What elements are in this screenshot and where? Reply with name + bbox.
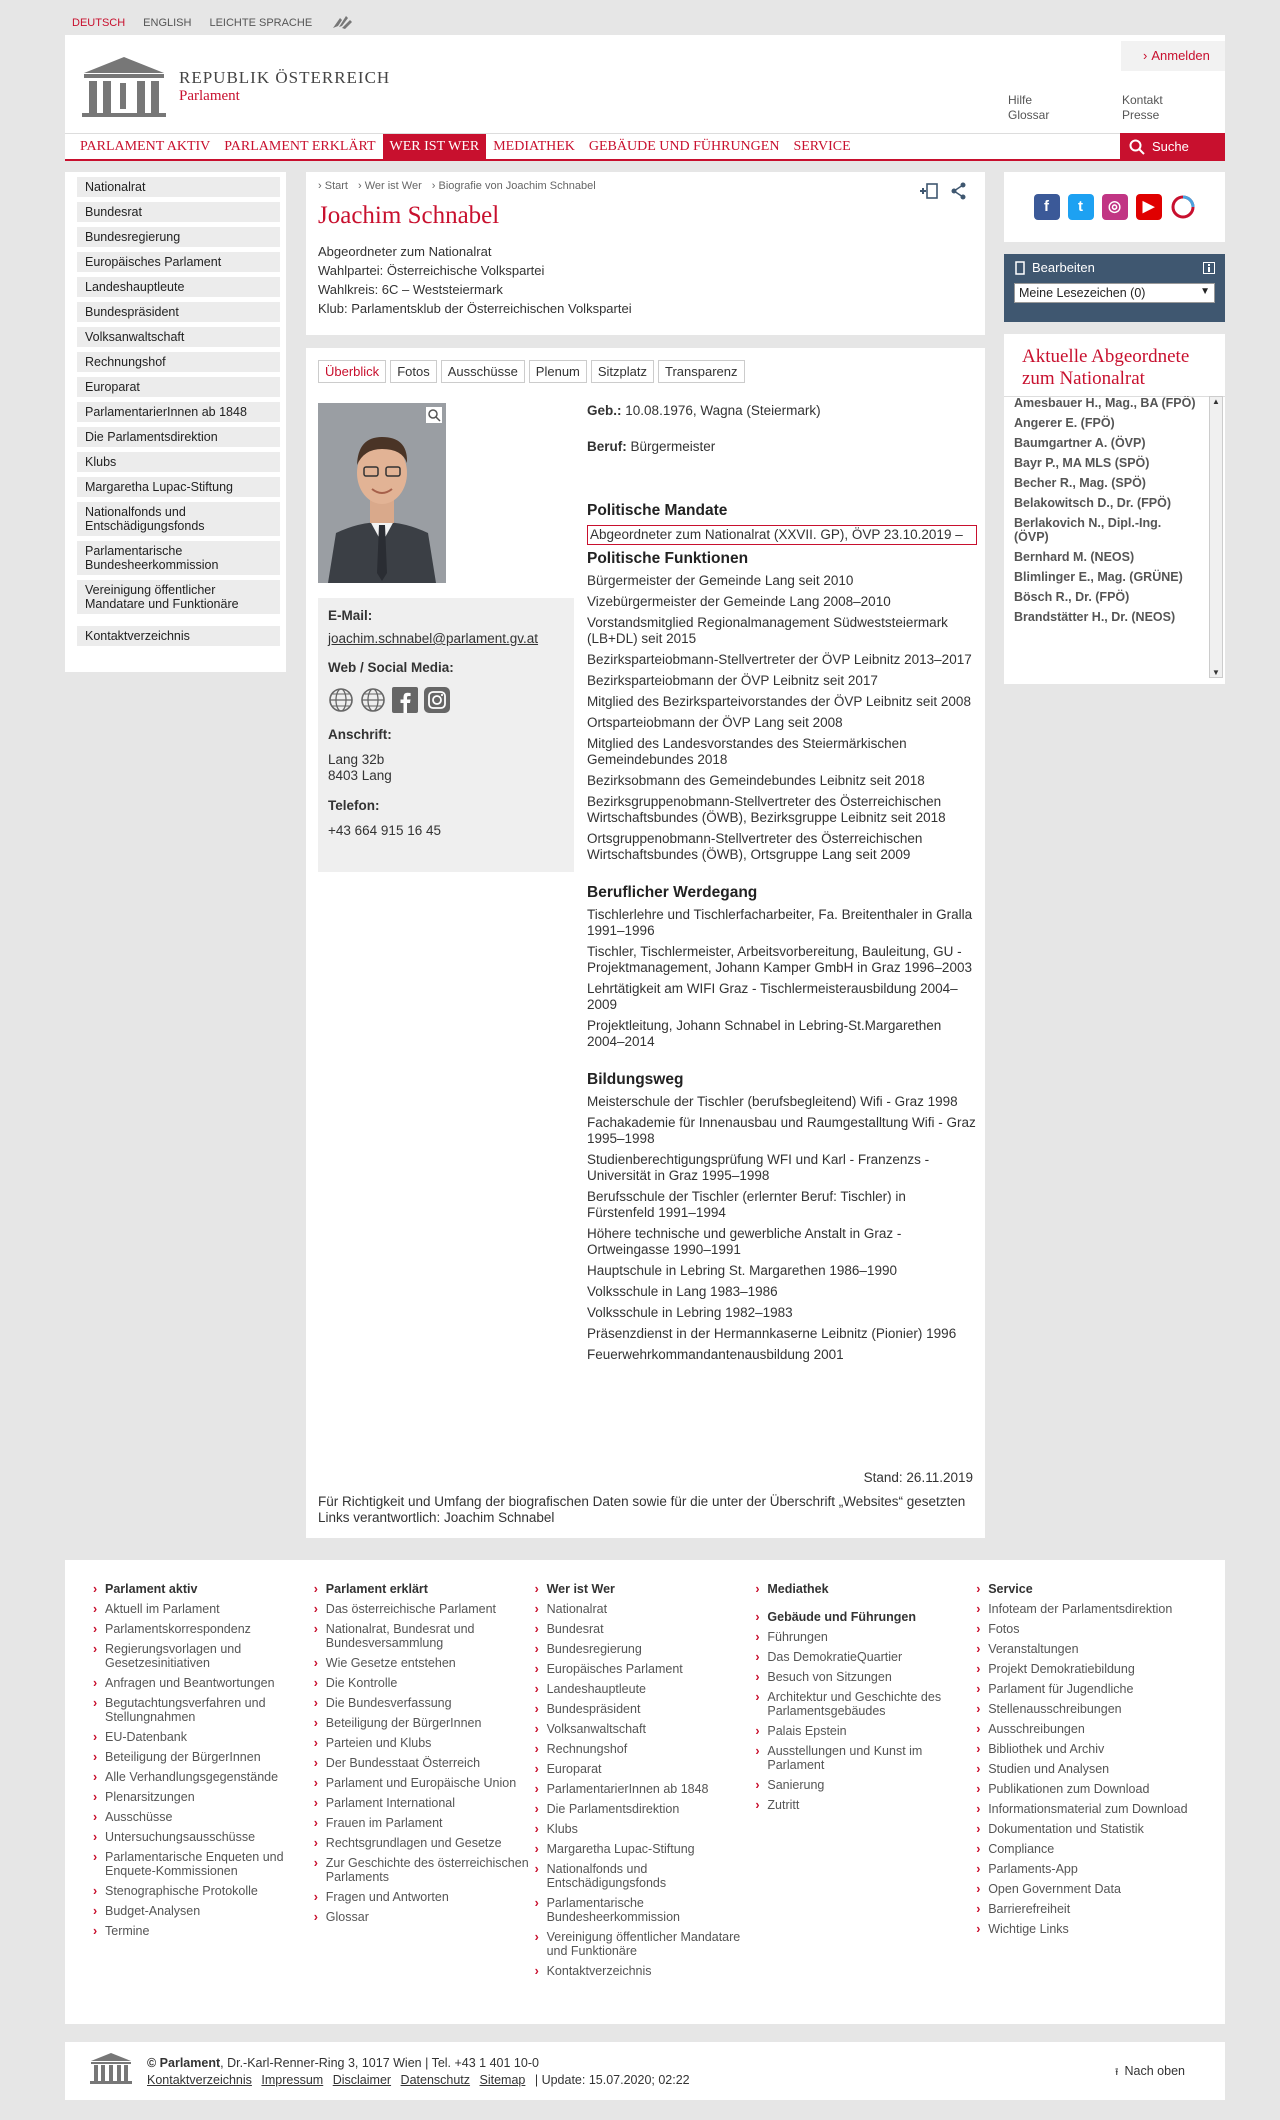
- bottom-bar: [65, 2042, 1225, 2100]
- footer-link[interactable]: › Parlamentarische Enqueten und Enquete-Kommissionen: [93, 1850, 314, 1878]
- section-title: Politische Funktionen: [587, 550, 749, 567]
- footer-link[interactable]: › Stellenausschreibungen: [976, 1702, 1197, 1716]
- member-link[interactable]: Bayr P., MA MLS (SPÖ): [1014, 456, 1150, 470]
- press-link[interactable]: Presse: [1122, 108, 1160, 122]
- tab-transparenz[interactable]: Transparenz: [658, 360, 745, 383]
- footer-link[interactable]: › Barrierefreiheit: [976, 1902, 1197, 1916]
- left-sidebar: [65, 172, 286, 672]
- person-party: Wahlpartei: Österreichische Volkspartei: [318, 263, 545, 278]
- footer-link[interactable]: › Alle Verhandlungsgegenstände: [93, 1770, 314, 1784]
- functions-list: [587, 573, 977, 863]
- footer-link[interactable]: › Nationalfonds und Entschädigungsfonds: [535, 1862, 756, 1890]
- footer-link-kontakt[interactable]: Kontaktverzeichnis: [147, 2073, 252, 2087]
- scroll-up-icon[interactable]: ▲: [1212, 397, 1220, 406]
- search-label: Suche: [1152, 139, 1189, 154]
- sidebar-item[interactable]: Rechnungshof: [77, 352, 280, 372]
- sidebar-item[interactable]: Bundesregierung: [77, 227, 280, 247]
- bookmarks-select[interactable]: [1014, 283, 1215, 303]
- footer-link[interactable]: › Begutachtungsverfahren und Stellungnahmen: [93, 1696, 314, 1724]
- footer-link[interactable]: › Veranstaltungen: [976, 1642, 1197, 1656]
- footer-link[interactable]: › Parlamentarische Bundesheerkommission: [535, 1896, 756, 1924]
- copyright: © Parlament: [147, 2056, 221, 2070]
- footer-link[interactable]: › Europäisches Parlament: [535, 1662, 756, 1676]
- lang-deutsch[interactable]: DEUTSCH: [72, 17, 126, 29]
- bookmark-icon: [1014, 261, 1026, 275]
- footer-link[interactable]: › Publikationen zum Download: [976, 1782, 1197, 1796]
- sidebar-item[interactable]: Nationalrat: [77, 177, 280, 197]
- footer-link[interactable]: › Studien und Analysen: [976, 1762, 1197, 1776]
- footer-link[interactable]: › Führungen: [755, 1630, 976, 1644]
- list-item: Ortsgruppenobmann-Stellvertreter des Österreichischen Wirtschaftsbundes (ÖWB), Ortsgruppe Lang seit 2009: [587, 831, 923, 862]
- back-to-top-link[interactable]: [1115, 2064, 1185, 2082]
- list-item: Mitglied des Bezirksparteivorstandes der ÖVP Leibnitz seit 2008: [587, 694, 971, 709]
- footer-link[interactable]: › Glossar: [314, 1910, 535, 1924]
- members-scrollbar[interactable]: [1209, 396, 1223, 678]
- birth-value: 10.08.1976, Wagna (Steiermark): [625, 403, 821, 418]
- zoom-icon[interactable]: [426, 407, 442, 423]
- member-link[interactable]: Brandstätter H., Dr. (NEOS): [1014, 610, 1176, 624]
- lang-leichte-sprache[interactable]: LEICHTE SPRACHE: [209, 17, 313, 29]
- site-header: [65, 35, 1225, 133]
- member-link[interactable]: Amesbauer H., Mag., BA (FPÖ): [1014, 396, 1196, 410]
- list-item: Bürgermeister der Gemeinde Lang seit 2010: [587, 573, 854, 588]
- members-title: Aktuelle Abgeordnete zum Nationalrat: [1004, 334, 1225, 397]
- list-item: Bezirksgruppenobmann-Stellvertreter des Österreichischen Wirtschaftsbundes (ÖWB), Bezirksgruppe Leibnitz seit 2018: [587, 794, 946, 825]
- footer-link[interactable]: › Parlament und Europäische Union: [314, 1776, 535, 1790]
- tab-ausschuesse[interactable]: Ausschüsse: [441, 360, 525, 383]
- member-link[interactable]: Belakowitsch D., Dr. (FPÖ): [1014, 496, 1171, 510]
- email-label: E-Mail:: [328, 608, 373, 623]
- sidebar-item[interactable]: Margaretha Lupac-Stiftung: [77, 477, 280, 497]
- disclaimer-text: Für Richtigkeit und Umfang der biografischen Daten sowie für die unter der Überschrift „Websites“ gesetzten Links verantwortlich: Joachim Schnabel: [318, 1494, 966, 1525]
- footer-link[interactable]: › Architektur und Geschichte des Parlamentsgebäudes: [755, 1690, 976, 1718]
- footer-link[interactable]: › Fragen und Antworten: [314, 1890, 535, 1904]
- footer-link[interactable]: › Das DemokratieQuartier: [755, 1650, 976, 1664]
- footer-link[interactable]: › Vereinigung öffentlicher Mandatare und Funktionäre: [535, 1930, 756, 1958]
- footer-link[interactable]: › Fotos: [976, 1622, 1197, 1636]
- footer-link[interactable]: › Dokumentation und Statistik: [976, 1822, 1197, 1836]
- sidebar-item[interactable]: Europarat: [77, 377, 280, 397]
- instagram-icon[interactable]: [424, 687, 450, 713]
- tab-fotos[interactable]: Fotos: [390, 360, 437, 383]
- education-list: [587, 1094, 977, 1363]
- search-button[interactable]: [1120, 133, 1225, 161]
- footer-column: [93, 1582, 314, 2002]
- login-button[interactable]: › Anmelden: [1121, 41, 1225, 71]
- member-link[interactable]: Becher R., Mag. (SPÖ): [1014, 476, 1146, 490]
- facebook-icon[interactable]: f: [1034, 194, 1060, 220]
- footer-link-disclaimer[interactable]: Disclaimer: [332, 2073, 392, 2087]
- footer-link[interactable]: › Volksanwaltschaft: [535, 1722, 756, 1736]
- sidebar-item[interactable]: Europäisches Parlament: [77, 252, 280, 272]
- list-item: Bezirksobmann des Gemeindebundes Leibnitz seit 2018: [587, 773, 925, 788]
- list-item: Lehrtätigkeit am WIFI Graz - Tischlermeisterausbildung 2004–2009: [587, 981, 958, 1012]
- footer-link[interactable]: › Informationsmaterial zum Download: [976, 1802, 1197, 1816]
- member-link[interactable]: Bösch R., Dr. (FPÖ): [1014, 590, 1130, 604]
- footer-link[interactable]: › ParlamentarierInnen ab 1848: [535, 1782, 756, 1796]
- footer-heading[interactable]: › Parlament aktiv: [93, 1582, 314, 1596]
- list-item: Volksschule in Lebring 1982–1983: [587, 1305, 793, 1320]
- footer-link[interactable]: › Plenarsitzungen: [93, 1790, 314, 1804]
- scroll-down-icon[interactable]: ▼: [1212, 668, 1220, 677]
- section-title: Bildungsweg: [587, 1071, 684, 1088]
- bearbeiten-panel: [1004, 254, 1225, 322]
- address-label: Anschrift:: [328, 727, 392, 742]
- sidebar-item[interactable]: Nationalfonds und Entschädigungsfonds: [77, 502, 280, 536]
- sidebar-item[interactable]: Bundesrat: [77, 202, 280, 222]
- footer-link[interactable]: › Besuch von Sitzungen: [755, 1670, 976, 1684]
- globe-icon[interactable]: [360, 687, 386, 713]
- login-label: Anmelden: [1151, 48, 1210, 63]
- sidebar-item[interactable]: Parlamentarische Bundesheerkommission: [77, 541, 280, 575]
- logo-title: REPUBLIK ÖSTERREICH: [179, 67, 391, 87]
- address-info: , Dr.-Karl-Renner-Ring 3, 1017 Wien | Tel. +43 1 401 10-0: [220, 2056, 539, 2070]
- sidebar-item[interactable]: Die Parlamentsdirektion: [77, 427, 280, 447]
- social-media-bar: [1004, 172, 1225, 242]
- page-title: Joachim Schnabel: [318, 202, 500, 229]
- list-item: Feuerwehrkommandantenausbildung 2001: [587, 1347, 844, 1362]
- sidebar-item[interactable]: Volksanwaltschaft: [77, 327, 280, 347]
- lang-english[interactable]: ENGLISH: [143, 17, 192, 29]
- footer-link[interactable]: › Landeshauptleute: [535, 1682, 756, 1696]
- member-link[interactable]: Berlakovich N., Dipl.-Ing. (ÖVP): [1014, 516, 1162, 544]
- page-tools: [919, 182, 967, 200]
- footer-link[interactable]: › Sanierung: [755, 1778, 976, 1792]
- member-link[interactable]: Baumgartner A. (ÖVP): [1014, 436, 1146, 450]
- member-link[interactable]: Angerer E. (FPÖ): [1014, 416, 1115, 430]
- footer-link[interactable]: › Rechnungshof: [535, 1742, 756, 1756]
- footer-link[interactable]: › Parlament für Jugendliche: [976, 1682, 1197, 1696]
- list-item: Ortsparteiobmann der ÖVP Lang seit 2008: [587, 715, 843, 730]
- footer-link[interactable]: › Rechtsgrundlagen und Gesetze: [314, 1836, 535, 1850]
- footer-link[interactable]: › Parlament International: [314, 1796, 535, 1810]
- footer-link[interactable]: › Wie Gesetze entstehen: [314, 1656, 535, 1670]
- nav-parlament-aktiv[interactable]: PARLAMENT AKTIV: [80, 138, 211, 154]
- footer-link[interactable]: › Ausschüsse: [93, 1810, 314, 1824]
- list-item: Volksschule in Lang 1983–1986: [587, 1284, 778, 1299]
- bookmarks-select-value: Meine Lesezeichen (0): [1019, 286, 1146, 300]
- footer-link[interactable]: › Zur Geschichte des österreichischen Parlaments: [314, 1856, 535, 1884]
- footer-link[interactable]: › Nationalrat, Bundesrat und Bundesversammlung: [314, 1622, 535, 1650]
- career-list: [587, 907, 977, 1050]
- address-line: Lang 32b: [328, 752, 385, 767]
- bookmark-add-icon[interactable]: [919, 182, 939, 200]
- footer-link[interactable]: › Kontaktverzeichnis: [535, 1964, 756, 1978]
- footer-link[interactable]: › Projekt Demokratiebildung: [976, 1662, 1197, 1676]
- person-role: Abgeordneter zum Nationalrat: [318, 244, 492, 259]
- footer-link[interactable]: › Budget-Analysen: [93, 1904, 314, 1918]
- footer-link[interactable]: › Die Bundesverfassung: [314, 1696, 535, 1710]
- phone-label: Telefon:: [328, 798, 380, 813]
- footer-link[interactable]: › Stenographische Protokolle: [93, 1884, 314, 1898]
- member-link[interactable]: Blimlinger E., Mag. (GRÜNE): [1014, 570, 1183, 584]
- instagram-icon[interactable]: ◎: [1102, 194, 1128, 220]
- email-link[interactable]: joachim.schnabel@parlament.gv.at: [328, 631, 539, 646]
- footer-link[interactable]: › Das österreichische Parlament: [314, 1602, 535, 1616]
- footer-heading[interactable]: › Wer ist Wer: [535, 1582, 756, 1596]
- footer-link[interactable]: › Parlamentskorrespondenz: [93, 1622, 314, 1636]
- back-to-top-label: Nach oben: [1124, 2064, 1185, 2078]
- contact-box: [318, 598, 574, 872]
- sidebar-item[interactable]: ParlamentarierInnen ab 1848: [77, 402, 280, 422]
- footer-link[interactable]: › Klubs: [535, 1822, 756, 1836]
- footer-link[interactable]: › Der Bundesstaat Österreich: [314, 1756, 535, 1770]
- sidebar-item[interactable]: Bundespräsident: [77, 302, 280, 322]
- footer-link[interactable]: › Die Kontrolle: [314, 1676, 535, 1690]
- header-links-right: [1122, 93, 1163, 123]
- footer-link[interactable]: › Parteien und Klubs: [314, 1736, 535, 1750]
- last-updated: Stand: 26.11.2019: [863, 1470, 973, 1485]
- footer-link[interactable]: › Compliance: [976, 1842, 1197, 1856]
- nav-parlament-erklaert[interactable]: PARLAMENT ERKLÄRT: [224, 138, 376, 154]
- footer-link-impressum[interactable]: Impressum: [261, 2073, 324, 2087]
- tab-sitzplatz[interactable]: Sitzplatz: [591, 360, 654, 383]
- footer-link[interactable]: › Termine: [93, 1924, 314, 1938]
- breadcrumb-item[interactable]: › Wer ist Wer: [357, 180, 422, 192]
- address: [328, 752, 564, 784]
- globe-icon[interactable]: [328, 687, 354, 713]
- glossary-link[interactable]: Glossar: [1008, 108, 1050, 122]
- footer-heading[interactable]: › Mediathek: [755, 1582, 976, 1596]
- footer-link[interactable]: › Palais Epstein: [755, 1724, 976, 1738]
- address-line: 8403 Lang: [328, 768, 392, 783]
- chevron-down-icon: ▼: [1200, 286, 1210, 297]
- footer-link[interactable]: › Open Government Data: [976, 1882, 1197, 1896]
- footer-heading[interactable]: › Gebäude und Führungen: [755, 1610, 976, 1624]
- social-links: [328, 687, 564, 713]
- sidebar-item[interactable]: Vereinigung öffentlicher Mandatare und Funktionäre: [77, 580, 280, 614]
- footer-link[interactable]: › Bundesrat: [535, 1622, 756, 1636]
- youtube-icon[interactable]: ▶: [1136, 194, 1162, 220]
- members-list: [1004, 396, 1209, 676]
- list-item: Präsenzdienst in der Hermannkaserne Leibnitz (Pionier) 1996: [587, 1326, 957, 1341]
- parlament-logo[interactable]: [79, 55, 390, 117]
- job-label: Beruf:: [587, 439, 627, 454]
- footer-link[interactable]: › Die Parlamentsdirektion: [535, 1802, 756, 1816]
- twitter-icon[interactable]: t: [1068, 194, 1094, 220]
- footer-column: [976, 1582, 1197, 2002]
- sidebar-item[interactable]: Klubs: [77, 452, 280, 472]
- breadcrumb-label: Wer ist Wer: [364, 180, 422, 192]
- person-club: Klub: Parlamentsklub der Österreichischen Volkspartei: [318, 301, 632, 316]
- parliament-building-icon: [79, 55, 169, 117]
- nav-gebaeude[interactable]: GEBÄUDE UND FÜHRUNGEN: [588, 138, 780, 154]
- footer-column: [535, 1582, 756, 2002]
- footer-heading[interactable]: › Service: [976, 1582, 1197, 1596]
- footer-link[interactable]: › EU-Datenbank: [93, 1730, 314, 1744]
- share-icon[interactable]: [951, 182, 967, 200]
- birth-label: Geb.:: [587, 403, 622, 418]
- sidebar-item[interactable]: Landeshauptleute: [77, 277, 280, 297]
- facebook-icon[interactable]: [392, 687, 418, 713]
- main-nav: [65, 133, 1225, 161]
- update-info: | Update: 15.07.2020; 02:22: [534, 2073, 690, 2087]
- section-title: Beruflicher Werdegang: [587, 884, 758, 901]
- person-info: [318, 242, 973, 318]
- list-item: Höhere technische und gewerbliche Anstalt in Graz - Ortweingasse 1990–1991: [587, 1226, 902, 1257]
- sign-language-icon[interactable]: [330, 14, 354, 32]
- footer-link[interactable]: › Ausschreibungen: [976, 1722, 1197, 1736]
- list-item: Projektleitung, Johann Schnabel in Lebring-St.Margarethen 2004–2014: [587, 1018, 942, 1049]
- footer-link[interactable]: › Europarat: [535, 1762, 756, 1776]
- footer-column: [314, 1582, 535, 2002]
- list-item: Fachakademie für Innenausbau und Raumgestalltung Wifi - Graz 1995–1998: [587, 1115, 976, 1146]
- footer-link[interactable]: › Beteiligung der BürgerInnen: [314, 1716, 535, 1730]
- footer-link[interactable]: › Anfragen und Beantwortungen: [93, 1676, 314, 1690]
- header-links-left: [1008, 93, 1049, 123]
- contact-link[interactable]: Kontakt: [1122, 93, 1163, 107]
- list-item: Hauptschule in Lebring St. Margarethen 1986–1990: [587, 1263, 897, 1278]
- footer-link[interactable]: › Bundesregierung: [535, 1642, 756, 1656]
- list-item: Bezirksparteiobmann-Stellvertreter der ÖVP Leibnitz 2013–2017: [587, 652, 972, 667]
- web-label: Web / Social Media:: [328, 660, 454, 675]
- footer-link[interactable]: › Bundespräsident: [535, 1702, 756, 1716]
- bearbeiten-title: Bearbeiten: [1032, 260, 1095, 275]
- footer-link[interactable]: › Aktuell im Parlament: [93, 1602, 314, 1616]
- list-item: Mitglied des Landesvorstandes des Steiermärkischen Gemeindebundes 2018: [587, 736, 907, 767]
- footer-column: [755, 1582, 976, 2002]
- arrow-up-icon: ⭱: [1115, 2067, 1119, 2078]
- logo-subtitle: Parlament: [179, 87, 240, 104]
- footer-link[interactable]: › Zutritt: [755, 1798, 976, 1812]
- list-item: Meisterschule der Tischler (berufsbegleitend) Wifi - Graz 1998: [587, 1094, 958, 1109]
- footer-link[interactable]: › Wichtige Links: [976, 1922, 1197, 1936]
- footer-link[interactable]: › Parlaments-App: [976, 1862, 1197, 1876]
- help-link[interactable]: Hilfe: [1008, 93, 1033, 107]
- parliament-building-icon: [89, 2052, 133, 2084]
- footer-link[interactable]: › Ausstellungen und Kunst im Parlament: [755, 1744, 976, 1772]
- footer-link[interactable]: › Beteiligung der BürgerInnen: [93, 1750, 314, 1764]
- breadcrumb-item: › Biografie von Joachim Schnabel: [431, 180, 596, 192]
- app-icon[interactable]: [1170, 194, 1196, 220]
- person-header: [306, 172, 985, 335]
- section-title: Politische Mandate: [587, 502, 728, 519]
- member-link[interactable]: Bernhard M. (NEOS): [1014, 550, 1135, 564]
- list-item: Studienberechtigungsprüfung WFI und Karl - Franzenzs - Universität in Graz 1995–1998: [587, 1152, 930, 1183]
- sidebar-item[interactable]: Kontaktverzeichnis: [77, 626, 280, 646]
- job-value: Bürgermeister: [630, 439, 716, 454]
- footer-link[interactable]: › Frauen im Parlament: [314, 1816, 535, 1830]
- tab-plenum[interactable]: Plenum: [529, 360, 587, 383]
- breadcrumb: [318, 180, 973, 192]
- biography-panel: [306, 348, 985, 1538]
- mandate-box: Abgeordneter zum Nationalrat (XXVII. GP), ÖVP 23.10.2019 –: [587, 525, 977, 545]
- nav-wer-ist-wer[interactable]: WER IST WER: [383, 134, 487, 160]
- list-item: Bezirksparteiobmann der ÖVP Leibnitz seit 2017: [587, 673, 878, 688]
- portrait-photo[interactable]: [318, 403, 446, 583]
- info-icon[interactable]: [1203, 262, 1215, 274]
- list-item: Vorstandsmitglied Regionalmanagement Südweststeiermark (LB+DL) seit 2015: [587, 615, 948, 646]
- footer-link[interactable]: › Regierungsvorlagen und Gesetzesinitiativen: [93, 1642, 314, 1670]
- footer-link[interactable]: › Infoteam der Parlamentsdirektion: [976, 1602, 1197, 1616]
- language-bar: [72, 14, 354, 32]
- footer-link[interactable]: › Nationalrat: [535, 1602, 756, 1616]
- current-members-panel: [1004, 334, 1225, 684]
- biography-text: [587, 403, 977, 1368]
- nav-mediathek[interactable]: MEDIATHEK: [493, 138, 575, 154]
- footer-link[interactable]: › Margaretha Lupac-Stiftung: [535, 1842, 756, 1856]
- list-item: Berufsschule der Tischler (erlernter Beruf: Tischler) in Fürstenfeld 1991–1994: [587, 1189, 906, 1220]
- list-item: Tischlerlehre und Tischlerfacharbeiter, Fa. Breitenthaler in Gralla 1991–1996: [587, 907, 973, 938]
- footer-link-sitemap[interactable]: Sitemap: [479, 2073, 526, 2087]
- nav-service[interactable]: SERVICE: [793, 138, 851, 154]
- search-icon: [1129, 139, 1145, 155]
- footer-heading[interactable]: › Parlament erklärt: [314, 1582, 535, 1596]
- phone-number[interactable]: +43 664 915 16 45: [328, 823, 441, 838]
- site-footer: [65, 1560, 1225, 2024]
- profile-tabs: [318, 360, 745, 383]
- footer-link[interactable]: › Bibliothek und Archiv: [976, 1742, 1197, 1756]
- footer-link-datenschutz[interactable]: Datenschutz: [400, 2073, 471, 2087]
- breadcrumb-label: Biografie von Joachim Schnabel: [438, 180, 596, 192]
- breadcrumb-label: Start: [324, 180, 348, 192]
- footer-link[interactable]: › Untersuchungsausschüsse: [93, 1830, 314, 1844]
- tab-ueberblick[interactable]: Überblick: [318, 360, 386, 383]
- person-district: Wahlkreis: 6C – Weststeiermark: [318, 282, 503, 297]
- list-item: Tischler, Tischlermeister, Arbeitsvorbereitung, Bauleitung, GU - Projektmanagement, Johann Kamper GmbH in Graz 1996–2003: [587, 944, 972, 975]
- list-item: Vizebürgermeister der Gemeinde Lang 2008–2010: [587, 594, 891, 609]
- breadcrumb-item[interactable]: › Start: [318, 180, 348, 192]
